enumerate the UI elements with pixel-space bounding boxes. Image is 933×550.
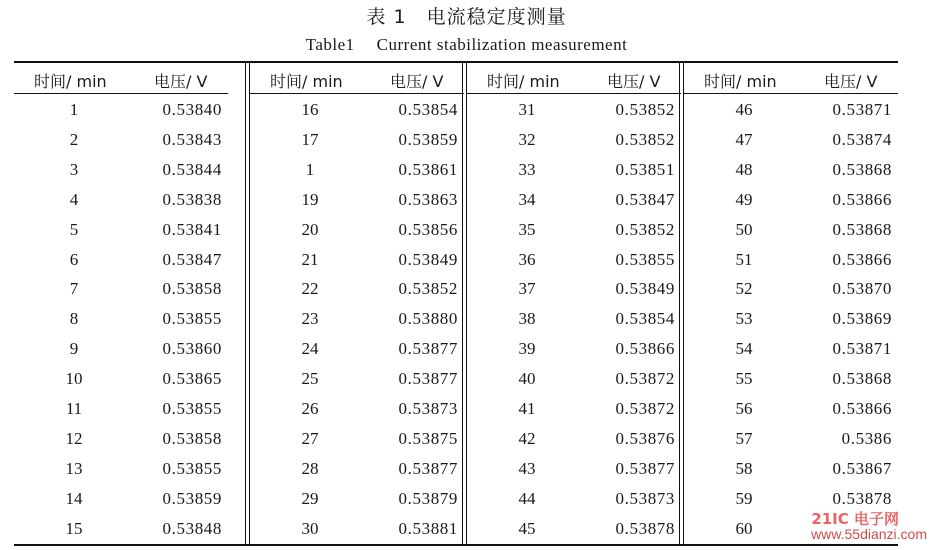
table-row: [467, 304, 681, 334]
time-cell: 1: [69, 100, 79, 119]
table-row: [684, 95, 898, 125]
table-row: [14, 245, 228, 275]
table-row: [14, 454, 228, 484]
time-cell: 8: [69, 309, 79, 329]
voltage-cell: 0.53849: [615, 279, 675, 299]
time-cell: 44: [518, 488, 536, 508]
table-row: [467, 364, 681, 394]
table-row: [250, 454, 464, 484]
time-cell: 21: [301, 249, 319, 269]
voltage-cell: 0.53852: [615, 100, 675, 119]
voltage-cell: 0.53865: [162, 369, 222, 389]
time-cell: 12: [65, 428, 83, 448]
table-title-cn: 电流稳定度测量: [426, 6, 567, 28]
table-row: [14, 334, 228, 364]
voltage-cell: 0.53858: [162, 279, 222, 299]
table-row: [684, 334, 898, 364]
table-row: [250, 304, 464, 334]
voltage-cell: 0.53852: [398, 279, 458, 299]
watermark-url: www.55dianzi.com: [811, 526, 927, 542]
table-row: [14, 514, 228, 544]
table-caption-english: [0, 35, 933, 55]
time-cell: 37: [518, 279, 536, 299]
measurement-table: [14, 61, 898, 546]
column-group-4: [684, 63, 898, 544]
time-cell: 6: [69, 249, 79, 269]
time-cell: 2: [69, 129, 79, 149]
voltage-cell: 0.53838: [162, 189, 222, 209]
watermark-logo: 21IC 电子网: [811, 510, 899, 528]
time-cell: 31: [518, 100, 536, 119]
time-cell: 57: [735, 428, 753, 448]
table-row: [467, 484, 681, 514]
time-cell: 22: [301, 279, 319, 299]
header-row: [14, 63, 228, 94]
voltage-cell: 0.53844: [162, 159, 222, 179]
voltage-cell: 0.53880: [398, 309, 458, 329]
voltage-cell: 0.53843: [162, 129, 222, 149]
header-row: [684, 63, 898, 94]
voltage-cell: 0.53868: [832, 219, 892, 239]
voltage-cell: 0.53871: [832, 100, 892, 119]
table-number-en: Table1: [305, 35, 355, 54]
voltage-cell: 0.53851: [615, 159, 675, 179]
voltage-cell: 0.53868: [832, 159, 892, 179]
table-row: [250, 245, 464, 275]
time-cell: 20: [301, 219, 319, 239]
voltage-cell: 0.53852: [615, 219, 675, 239]
time-cell: 53: [735, 309, 753, 329]
voltage-cell: 0.53840: [162, 100, 222, 119]
table-row: [467, 394, 681, 424]
voltage-cell: 0.53877: [398, 458, 458, 478]
table-row: [684, 394, 898, 424]
voltage-cell: 0.53855: [162, 309, 222, 329]
voltage-cell: 0.53866: [832, 189, 892, 209]
table-row: [250, 334, 464, 364]
voltage-cell: 0.53852: [615, 129, 675, 149]
voltage-cell: 0.53878: [832, 488, 892, 508]
table-row: [684, 364, 898, 394]
voltage-cell: 0.53879: [398, 488, 458, 508]
time-cell: 5: [69, 219, 79, 239]
voltage-cell: 0.53877: [615, 458, 675, 478]
voltage-cell: 0.53855: [615, 249, 675, 269]
time-cell: 60: [735, 518, 753, 538]
time-cell: 59: [735, 488, 753, 508]
time-column-header: 时间/ min: [270, 72, 343, 91]
table-row: [467, 334, 681, 364]
voltage-cell: 0.53876: [615, 428, 675, 448]
voltage-cell: 0.53881: [398, 518, 458, 538]
table-row: [250, 364, 464, 394]
time-cell: 30: [301, 518, 319, 538]
table-row: [467, 245, 681, 275]
time-cell: 38: [518, 309, 536, 329]
time-cell: 40: [518, 369, 536, 389]
voltage-cell: 0.53877: [398, 369, 458, 389]
table-row: [467, 155, 681, 185]
voltage-cell: 0.53878: [615, 518, 675, 538]
voltage-column-header: 电压/ V: [390, 72, 444, 91]
voltage-cell: 0.53848: [162, 518, 222, 538]
table-number-cn: 表 1: [366, 6, 407, 28]
voltage-cell: 0.53856: [398, 219, 458, 239]
table-row: [684, 185, 898, 215]
time-cell: 28: [301, 458, 319, 478]
time-column-header: 时间/ min: [487, 72, 560, 91]
time-cell: 11: [65, 399, 83, 418]
site-watermark: [777, 508, 927, 542]
time-cell: 42: [518, 428, 536, 448]
time-cell: 43: [518, 458, 536, 478]
time-cell: 56: [735, 399, 753, 418]
column-group-1: [14, 63, 228, 544]
table-row: [684, 454, 898, 484]
time-cell: 7: [69, 279, 79, 299]
time-cell: 51: [735, 249, 753, 269]
table-row: [14, 304, 228, 334]
time-cell: 35: [518, 219, 536, 239]
time-cell: 17: [301, 129, 319, 149]
table-row: [250, 215, 464, 245]
voltage-cell: 0.53866: [832, 249, 892, 269]
table-row: [14, 215, 228, 245]
table-row: [250, 185, 464, 215]
voltage-cell: 0.53854: [398, 100, 458, 119]
table-row: [467, 215, 681, 245]
table-row: [250, 125, 464, 155]
voltage-cell: 0.53871: [832, 339, 892, 359]
time-column-header: 时间/ min: [34, 72, 107, 91]
time-cell: 34: [518, 189, 536, 209]
voltage-cell: 0.53869: [832, 309, 892, 329]
table-row: [250, 95, 464, 125]
table-row: [467, 514, 681, 544]
time-cell: 23: [301, 309, 319, 329]
voltage-column-header: 电压/ V: [824, 72, 878, 91]
voltage-column-header: 电压/ V: [607, 72, 661, 91]
table-row: [467, 274, 681, 304]
voltage-cell: 0.53861: [398, 159, 458, 179]
time-cell: 48: [735, 159, 753, 179]
time-cell: 55: [735, 369, 753, 389]
time-cell: 16: [301, 100, 319, 119]
time-cell: 1: [305, 159, 315, 179]
voltage-cell: 0.53870: [832, 279, 892, 299]
voltage-cell: 0.53854: [615, 309, 675, 329]
time-cell: 25: [301, 369, 319, 389]
time-cell: 4: [69, 189, 79, 209]
table-row: [467, 454, 681, 484]
voltage-cell: 0.53847: [162, 249, 222, 269]
voltage-cell: 0.53855: [162, 458, 222, 478]
table-row: [684, 155, 898, 185]
time-cell: 39: [518, 339, 536, 359]
time-cell: 32: [518, 129, 536, 149]
table-row: [14, 394, 228, 424]
table-row: [467, 95, 681, 125]
time-cell: 54: [735, 339, 753, 359]
voltage-cell: 0.53867: [832, 458, 892, 478]
table-caption-chinese: [0, 2, 933, 29]
voltage-cell: 0.5386: [841, 428, 892, 448]
voltage-cell: 0.53859: [398, 129, 458, 149]
table-row: [684, 215, 898, 245]
table-row: [14, 274, 228, 304]
time-cell: 29: [301, 488, 319, 508]
time-cell: 46: [735, 100, 753, 119]
voltage-cell: 0.53855: [162, 399, 222, 418]
time-cell: 3: [69, 159, 79, 179]
table-row: [684, 274, 898, 304]
time-cell: 26: [301, 399, 319, 418]
voltage-cell: 0.53872: [615, 369, 675, 389]
time-cell: 13: [65, 458, 83, 478]
table-row: [14, 424, 228, 454]
voltage-cell: 0.53863: [398, 189, 458, 209]
table-row: [250, 155, 464, 185]
voltage-cell: 0.53872: [615, 399, 675, 418]
voltage-cell: 0.53859: [162, 488, 222, 508]
table-row: [250, 274, 464, 304]
table-row: [14, 364, 228, 394]
time-cell: 50: [735, 219, 753, 239]
time-column-header: 时间/ min: [704, 72, 777, 91]
table-row: [684, 245, 898, 275]
voltage-cell: 0.53860: [162, 339, 222, 359]
table-row: [467, 185, 681, 215]
voltage-cell: 0.53841: [162, 219, 222, 239]
table-row: [467, 125, 681, 155]
time-cell: 19: [301, 189, 319, 209]
voltage-column-header: 电压/ V: [154, 72, 208, 91]
voltage-cell: 0.53875: [398, 428, 458, 448]
voltage-cell: 0.53866: [832, 399, 892, 418]
table-title-en: Current stabilization measurement: [376, 35, 628, 54]
voltage-cell: 0.53847: [615, 189, 675, 209]
table-row: [250, 514, 464, 544]
time-cell: 58: [735, 458, 753, 478]
header-row: [467, 63, 681, 94]
time-cell: 27: [301, 428, 319, 448]
voltage-cell: 0.53873: [398, 399, 458, 418]
time-cell: 45: [518, 518, 536, 538]
table-row: [684, 125, 898, 155]
table-row: [684, 304, 898, 334]
table-row: [250, 484, 464, 514]
time-cell: 36: [518, 249, 536, 269]
table-row: [14, 95, 228, 125]
time-cell: 24: [301, 339, 319, 359]
time-cell: 41: [518, 399, 536, 418]
voltage-cell: 0.53849: [398, 249, 458, 269]
time-cell: 33: [518, 159, 536, 179]
voltage-cell: 0.53877: [398, 339, 458, 359]
table-row: [467, 424, 681, 454]
time-cell: 9: [69, 339, 79, 359]
table-row: [14, 155, 228, 185]
voltage-cell: 0.53858: [162, 428, 222, 448]
column-group-3: [467, 63, 681, 544]
table-row: [14, 125, 228, 155]
time-cell: 15: [65, 518, 83, 538]
column-group-2: [250, 63, 464, 544]
table-row: [14, 484, 228, 514]
voltage-cell: 0.53866: [615, 339, 675, 359]
voltage-cell: 0.53868: [832, 369, 892, 389]
voltage-cell: 0.53874: [832, 129, 892, 149]
table-row: [684, 424, 898, 454]
voltage-cell: 0.53873: [615, 488, 675, 508]
time-cell: 10: [65, 369, 83, 389]
table-row: [14, 185, 228, 215]
time-cell: 52: [735, 279, 753, 299]
table-row: [250, 394, 464, 424]
table-row: [250, 424, 464, 454]
time-cell: 47: [735, 129, 753, 149]
header-row: [250, 63, 464, 94]
time-cell: 14: [65, 488, 83, 508]
time-cell: 49: [735, 189, 753, 209]
